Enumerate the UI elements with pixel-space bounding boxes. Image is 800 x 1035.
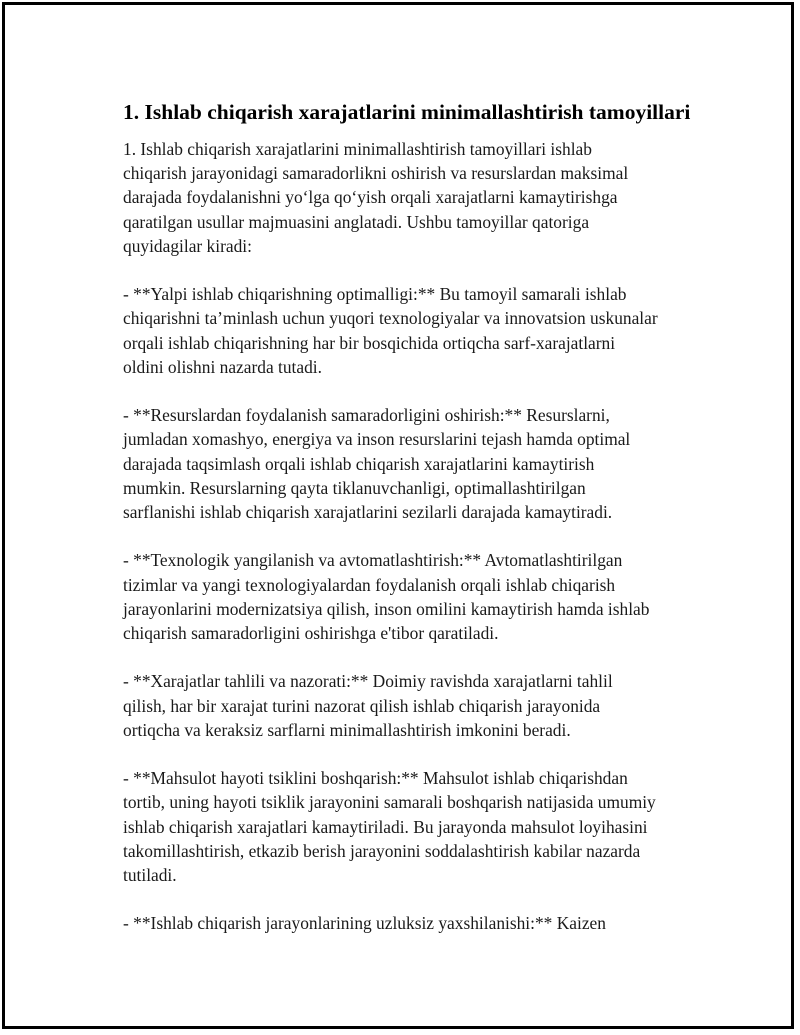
- document-heading: 1. Ishlab chiqarish xarajatlarini minimallashtirish tamoyillari: [123, 100, 691, 124]
- text-line: 1. Ishlab chiqarish xarajatlarini minimallashtirish tamoyillari ishlab: [123, 139, 592, 159]
- paragraph-optimal-production: [123, 282, 693, 379]
- text-line: - **Xarajatlar tahlili va nazorati:** Doimiy ravishda xarajatlarni tahlil: [123, 671, 613, 692]
- text-line: qaratilgan usullar majmuasini anglatadi. Ushbu tamoyillar qatoriga: [123, 211, 590, 232]
- text-line: - **Texnologik yangilanish va avtomatlashtirish:** Avtomatlashtirilgan: [123, 550, 623, 571]
- text-line: jarayonlarini modernizatsiya qilish, inson omilini kamaytirish hamda ishlab: [123, 598, 650, 619]
- document-body: [123, 97, 693, 960]
- text-line: ishlab chiqarish xarajatlari kamaytiriladi. Bu jarayonda mahsulot loyihasini: [123, 816, 648, 837]
- paragraph-product-lifecycle: [123, 766, 693, 887]
- text-line: takomillashtirish, etkazib berish jarayonini soddalashtirish kabilar nazarda: [123, 840, 641, 861]
- paragraph-cost-analysis: [123, 669, 693, 742]
- text-line: darajada foydalanishni yo‘lga qo‘yish orqali xarajatlarni kamaytirishga: [123, 187, 618, 208]
- paragraph-intro: [123, 137, 693, 258]
- text-line: - **Ishlab chiqarish jarayonlarining uzluksiz yaxshilanishi:** Kaizen: [123, 913, 606, 934]
- paragraph-automation: [123, 548, 693, 645]
- text-line: - **Mahsulot hayoti tsiklini boshqarish:** Mahsulot ishlab chiqarishdan: [123, 768, 628, 789]
- page-border: [2, 2, 794, 1029]
- text-line: chiqarish samaradorligini oshirishga e'tibor qaratiladi.: [123, 623, 499, 644]
- text-line: quyidagilar kiradi:: [123, 235, 252, 256]
- text-line: jumladan xomashyo, energiya va inson resurslarini tejash hamda optimal: [123, 429, 631, 450]
- text-line: - **Resurslardan foydalanish samaradorligini oshirish:** Resurslarni,: [123, 405, 610, 426]
- text-line: oldini olishni nazarda tutadi.: [123, 356, 322, 377]
- text-line: - **Yalpi ishlab chiqarishning optimalligi:** Bu tamoyil samarali ishlab: [123, 284, 627, 305]
- paragraph-continuous-improvement: [123, 911, 693, 935]
- text-line: qilish, har bir xarajat turini nazorat qilish ishlab chiqarish jarayonida: [123, 695, 601, 716]
- text-line: tutiladi.: [123, 865, 177, 886]
- text-line: mumkin. Resurslarning qayta tiklanuvchanligi, optimallashtirilgan: [123, 477, 586, 498]
- text-line: tizimlar va yangi texnologiyalardan foydalanish orqali ishlab chiqarish: [123, 574, 616, 595]
- text-line: orqali ishlab chiqarishning har bir bosqichida ortiqcha sarf-xarajatlarni: [123, 332, 616, 353]
- paragraph-resource-efficiency: [123, 403, 693, 524]
- text-line: chiqarishni ta’minlash uchun yuqori texnologiyalar va innovatsion uskunalar: [123, 308, 658, 329]
- text-line: darajada taqsimlash orqali ishlab chiqarish xarajatlarini kamaytirish: [123, 453, 595, 474]
- text-line: ortiqcha va keraksiz sarflarni minimallashtirish imkonini beradi.: [123, 719, 571, 740]
- text-line: sarflanishi ishlab chiqarish xarajatlarini sezilarli darajada kamaytiradi.: [123, 502, 613, 523]
- text-line: tortib, uning hayoti tsiklik jarayonini samarali boshqarish natijasida umumiy: [123, 792, 656, 813]
- text-line: chiqarish jarayonidagi samaradorlikni oshirish va resurslardan maksimal: [123, 163, 629, 184]
